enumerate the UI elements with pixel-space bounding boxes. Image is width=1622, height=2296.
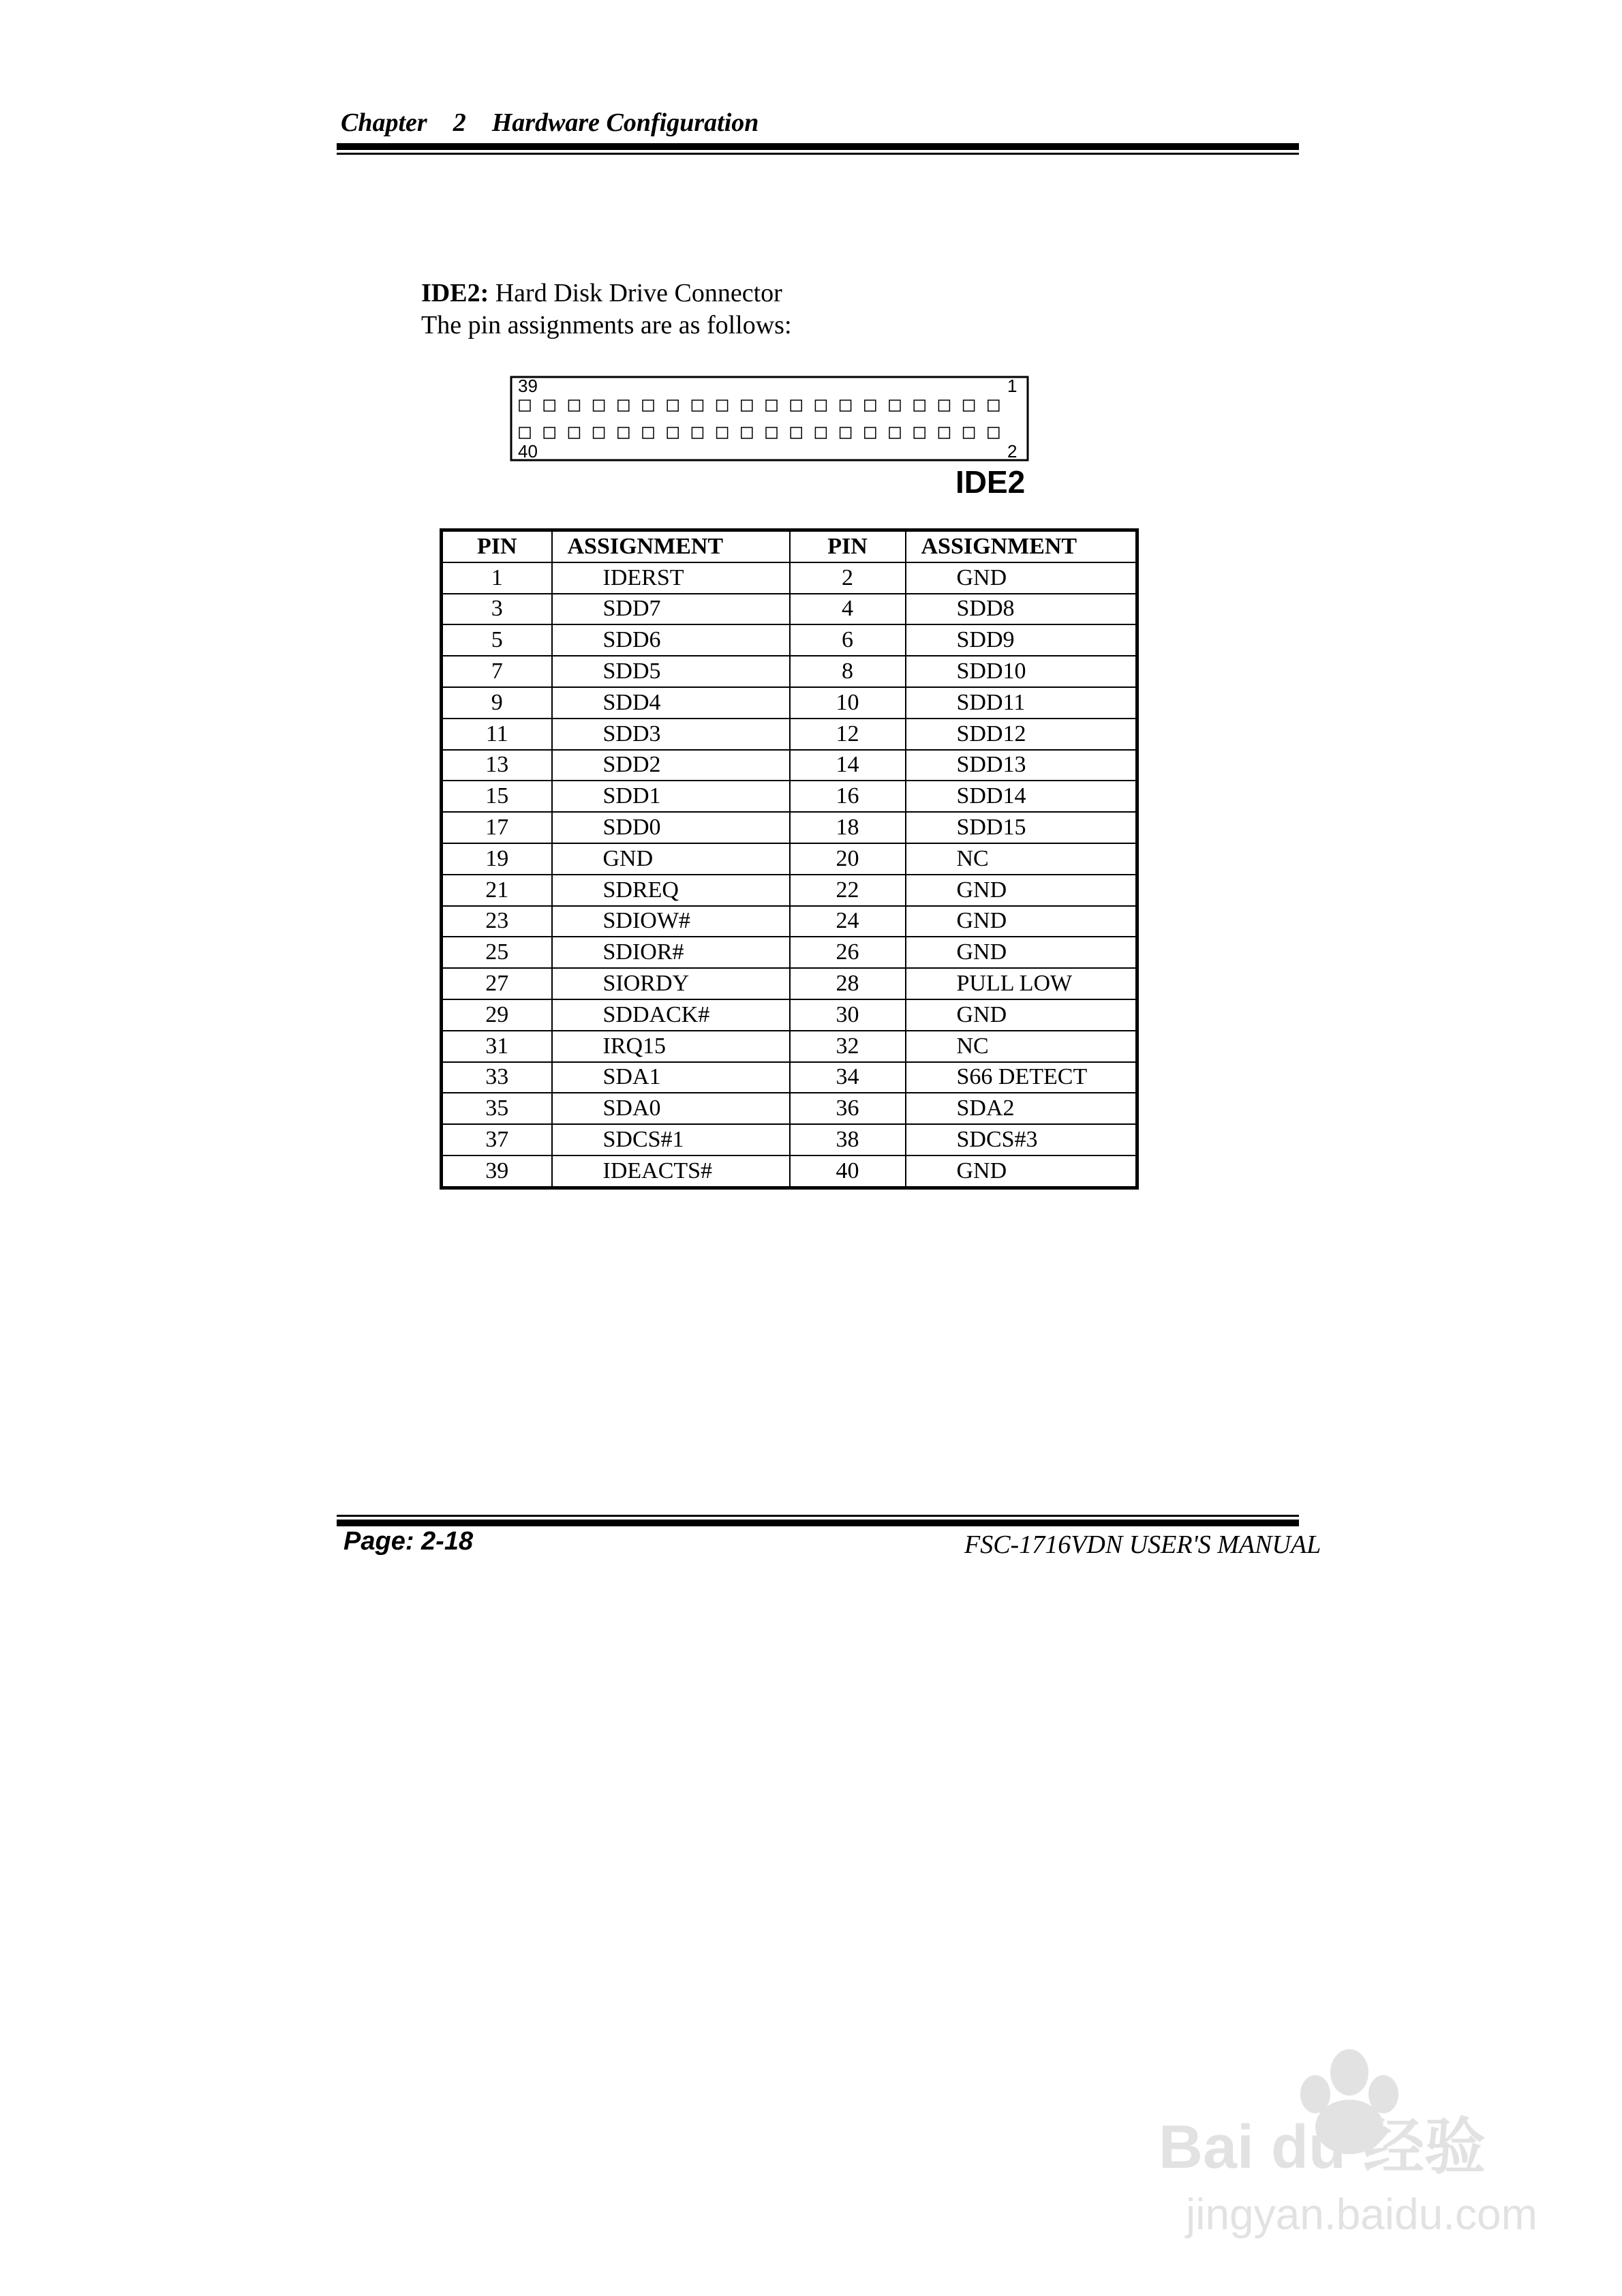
assignment-cell: SIORDY [552, 968, 790, 999]
pin-number-cell: 11 [442, 719, 552, 750]
assignment-cell: GND [552, 843, 790, 875]
connector-pin [815, 400, 826, 411]
header-rule-thin [337, 153, 1299, 155]
connector-pin [791, 427, 801, 438]
pin-number-cell: 10 [790, 687, 906, 719]
pin-number-cell: 22 [790, 875, 906, 906]
connector-pin [519, 427, 530, 438]
table-row [442, 594, 1137, 625]
connector-pin [840, 400, 851, 411]
pin-number-cell: 37 [442, 1124, 552, 1155]
assignment-cell: SDDACK# [552, 999, 790, 1031]
connector-pin [594, 400, 605, 411]
pin-label-1: 1 [1007, 376, 1017, 396]
connector-id: IDE2: [421, 279, 489, 307]
assignment-cell: SDD4 [552, 687, 790, 719]
table-row [442, 812, 1137, 843]
connector-pin [938, 400, 949, 411]
assignment-cell: IRQ15 [552, 1031, 790, 1062]
assignment-cell: GND [906, 562, 1137, 594]
table-row [442, 906, 1137, 937]
pin-number-cell: 36 [790, 1093, 906, 1124]
connector-pin [544, 400, 555, 411]
ide2-connector-diagram [504, 372, 1036, 501]
pin-number-cell: 30 [790, 999, 906, 1031]
pin-number-cell: 13 [442, 750, 552, 781]
assignment-cell: GND [906, 999, 1137, 1031]
pin-number-cell: 1 [442, 562, 552, 594]
connector-pin [840, 427, 851, 438]
assignment-cell: GND [906, 875, 1137, 906]
connector-pin [717, 400, 728, 411]
connector-pin [741, 400, 752, 411]
pin-number-cell: 3 [442, 594, 552, 625]
table-header-row [442, 530, 1137, 562]
pin-number-cell: 29 [442, 999, 552, 1031]
pin-number-cell: 6 [790, 624, 906, 656]
assignment-cell: GND [906, 937, 1137, 968]
pin-number-cell: 35 [442, 1093, 552, 1124]
assignment-cell: SDD2 [552, 750, 790, 781]
assignment-cell: SDIOW# [552, 906, 790, 937]
header-rule [337, 143, 1299, 150]
connector-heading [421, 278, 782, 308]
assignment-cell: SDA2 [906, 1093, 1137, 1124]
assignment-cell: SDD0 [552, 812, 790, 843]
assignment-cell: IDERST [552, 562, 790, 594]
pin-label-40: 40 [518, 441, 538, 462]
connector-pin [938, 427, 949, 438]
assignment-cell: GND [906, 906, 1137, 937]
pin-number-cell: 17 [442, 812, 552, 843]
connector-pin [865, 400, 876, 411]
connector-pin [667, 427, 678, 438]
connector-pin [568, 427, 579, 438]
col-header-pin-2: PIN [790, 530, 906, 562]
connector-pin [766, 427, 777, 438]
connector-pin [618, 427, 629, 438]
connector-pin [964, 400, 975, 411]
intro-text: The pin assignments are as follows: [421, 311, 792, 339]
table-row [442, 843, 1137, 875]
connector-pin [889, 400, 900, 411]
connector-label: IDE2 [955, 464, 1026, 500]
connector-pin [692, 427, 703, 438]
assignment-cell: SDCS#3 [906, 1124, 1137, 1155]
connector-name: Hard Disk Drive Connector [489, 279, 782, 307]
pin-number-cell: 12 [790, 719, 906, 750]
pin-number-cell: 18 [790, 812, 906, 843]
pin-number-cell: 15 [442, 781, 552, 812]
pin-number-cell: 25 [442, 937, 552, 968]
table-row [442, 719, 1137, 750]
assignment-cell: SDCS#1 [552, 1124, 790, 1155]
assignment-cell: SDD10 [906, 656, 1137, 687]
assignment-cell: SDD1 [552, 781, 790, 812]
connector-pin [692, 400, 703, 411]
table-row [442, 656, 1137, 687]
table-row [442, 999, 1137, 1031]
pin-number-cell: 4 [790, 594, 906, 625]
assignment-cell: SDD6 [552, 624, 790, 656]
footer-rule [337, 1520, 1299, 1526]
pin-number-cell: 9 [442, 687, 552, 719]
col-header-assignment-2: ASSIGNMENT [906, 530, 1137, 562]
assignment-cell: SDD3 [552, 719, 790, 750]
connector-pin [519, 400, 530, 411]
manual-title: FSC-1716VDN USER'S MANUAL [964, 1530, 1321, 1559]
connector-pins [519, 400, 999, 438]
watermark-url: jingyan.baidu.com [1186, 2190, 1537, 2239]
assignment-cell: SDD11 [906, 687, 1137, 719]
table-row [442, 875, 1137, 906]
connector-pin [766, 400, 777, 411]
assignment-cell: SDD13 [906, 750, 1137, 781]
connector-pin [815, 427, 826, 438]
pin-label-39: 39 [518, 376, 538, 396]
assignment-cell: PULL LOW [906, 968, 1137, 999]
col-header-assignment: ASSIGNMENT [552, 530, 790, 562]
pin-number-cell: 38 [790, 1124, 906, 1155]
table-row [442, 1031, 1137, 1062]
col-header-pin: PIN [442, 530, 552, 562]
pin-number-cell: 40 [790, 1155, 906, 1188]
connector-pin [914, 427, 925, 438]
pin-number-cell: 26 [790, 937, 906, 968]
pin-number-cell: 31 [442, 1031, 552, 1062]
connector-pin [865, 427, 876, 438]
table-row [442, 968, 1137, 999]
table-row [442, 937, 1137, 968]
pin-number-cell: 8 [790, 656, 906, 687]
assignment-cell: SDD8 [906, 594, 1137, 625]
assignment-cell: SDA0 [552, 1093, 790, 1124]
chapter-header: Chapter 2 Hardware Configuration [341, 108, 759, 137]
assignment-cell: SDIOR# [552, 937, 790, 968]
table-row [442, 750, 1137, 781]
table-row [442, 1062, 1137, 1093]
connector-pin [717, 427, 728, 438]
pin-number-cell: 23 [442, 906, 552, 937]
connector-pin [889, 427, 900, 438]
connector-pin [544, 427, 555, 438]
pin-number-cell: 7 [442, 656, 552, 687]
pin-number-cell: 5 [442, 624, 552, 656]
table-row [442, 1093, 1137, 1124]
table-row [442, 562, 1137, 594]
pin-number-cell: 21 [442, 875, 552, 906]
connector-pin [964, 427, 975, 438]
assignment-cell: SDD14 [906, 781, 1137, 812]
table-row [442, 624, 1137, 656]
connector-pin [568, 400, 579, 411]
connector-pin [643, 427, 654, 438]
assignment-cell: NC [906, 1031, 1137, 1062]
pin-number-cell: 27 [442, 968, 552, 999]
baidu-watermark [1145, 2045, 1554, 2250]
connector-pin [667, 400, 678, 411]
assignment-cell: SDD9 [906, 624, 1137, 656]
table-row [442, 781, 1137, 812]
connector-pin [594, 427, 605, 438]
connector-pin [741, 427, 752, 438]
pin-number-cell: 32 [790, 1031, 906, 1062]
table-row [442, 1155, 1137, 1188]
connector-pin [643, 400, 654, 411]
connector-pin [914, 400, 925, 411]
pin-number-cell: 16 [790, 781, 906, 812]
assignment-cell: NC [906, 843, 1137, 875]
pin-number-cell: 34 [790, 1062, 906, 1093]
pin-number-cell: 33 [442, 1062, 552, 1093]
assignment-cell: GND [906, 1155, 1137, 1188]
pin-assignment-table [440, 528, 1139, 1190]
connector-pin [791, 400, 801, 411]
assignment-cell: SDD15 [906, 812, 1137, 843]
table-row [442, 687, 1137, 719]
connector-pin [618, 400, 629, 411]
pin-number-cell: 39 [442, 1155, 552, 1188]
assignment-cell: IDEACTS# [552, 1155, 790, 1188]
connector-outline [511, 377, 1028, 460]
pin-number-cell: 24 [790, 906, 906, 937]
pin-number-cell: 20 [790, 843, 906, 875]
assignment-cell: SDA1 [552, 1062, 790, 1093]
pin-number-cell: 19 [442, 843, 552, 875]
connector-pin [988, 400, 999, 411]
page-number: Page: 2-18 [343, 1527, 474, 1556]
table-row [442, 1124, 1137, 1155]
assignment-cell: SDD7 [552, 594, 790, 625]
assignment-cell: SDD12 [906, 719, 1137, 750]
pin-number-cell: 2 [790, 562, 906, 594]
watermark-logo-text: Bai du 经验 [1159, 2113, 1486, 2181]
pin-label-2: 2 [1007, 441, 1017, 462]
assignment-cell: SDD5 [552, 656, 790, 687]
footer-rule-thin [337, 1515, 1299, 1517]
assignment-cell: S66 DETECT [906, 1062, 1137, 1093]
connector-pin [988, 427, 999, 438]
assignment-cell: SDREQ [552, 875, 790, 906]
pin-number-cell: 28 [790, 968, 906, 999]
pin-number-cell: 14 [790, 750, 906, 781]
